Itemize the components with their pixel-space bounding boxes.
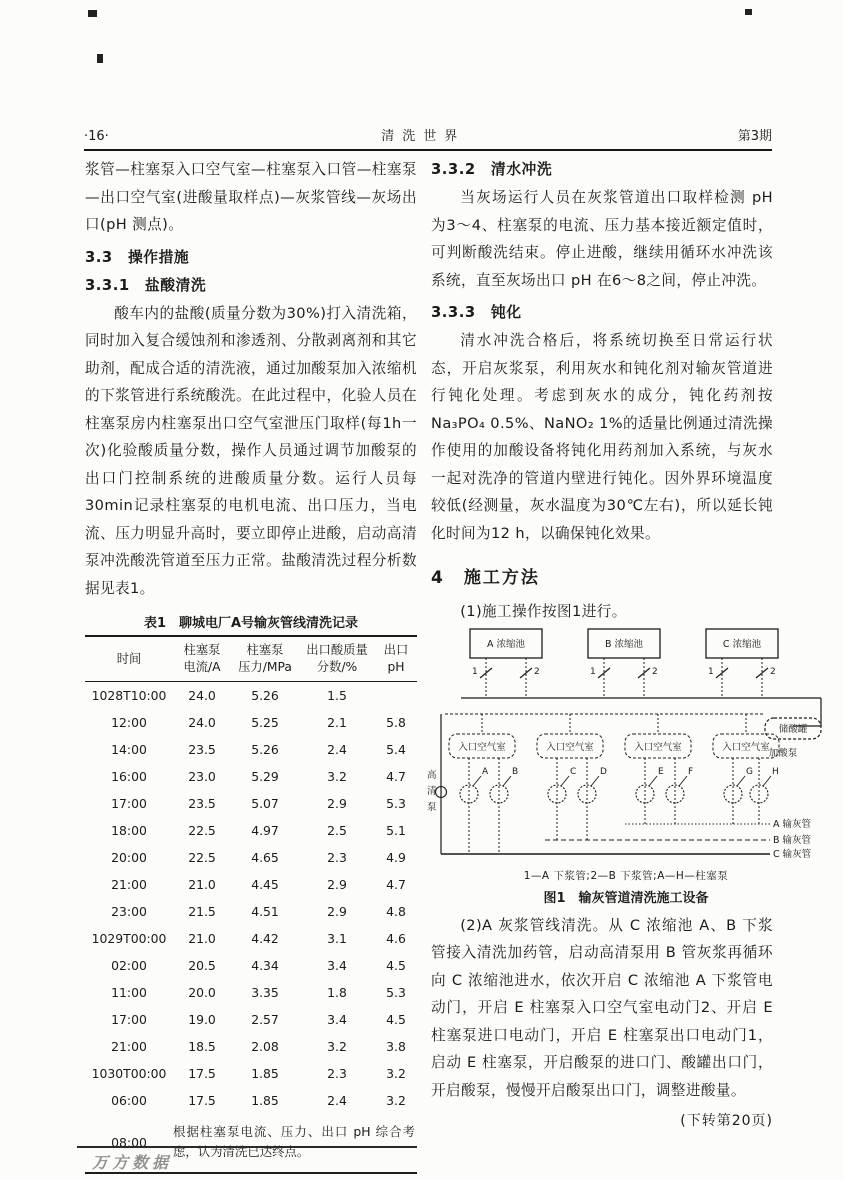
paragraph-3-3-1: 酸车内的盐酸(质量分数为30%)打入清洗箱，同时加入复合缓蚀剂和渗透剂、分散剥离剂和其它助剂，配成合适的清洗液，通过加酸泵加入浓缩机的下浆管进行系统酸洗。在此过程中，化验人员在柱塞泵房内柱塞泵出口空气室泄压门取样(每1h一次)化验酸质量分数，操作人员通过调节加酸泵的出口门控制系统的进酸质量分数。运行人员每30min记录柱塞泵的电机电流、出口压力，当电流、压力明显升高时，要立即停止进酸，启动高清泵冲洗酸洗管道至压力正常。盐酸清洗过程分析数据见表1。 <box>85 304 417 597</box>
table-cell: 18.5 <box>188 1039 216 1054</box>
table-cell: 5.8 <box>386 715 406 730</box>
table-cell: 22.5 <box>188 823 216 838</box>
left-column <box>85 156 417 1174</box>
issue-number: 第3期 <box>737 129 772 144</box>
table-cell: 4.6 <box>386 931 406 946</box>
table-cell: 4.34 <box>251 958 279 973</box>
feed-pump-label: 高 <box>427 769 437 781</box>
table-row <box>85 790 417 817</box>
ash-pipe-c-label: C 输灰管 <box>773 848 812 860</box>
table-cell: 3.2 <box>327 769 347 784</box>
table-row <box>85 925 417 952</box>
valve-1-label: 1 <box>472 666 478 677</box>
table-cell: 5.26 <box>251 742 279 757</box>
table-cell: 21.0 <box>188 877 216 892</box>
table-cell: 2.57 <box>251 1012 279 1027</box>
table-cell: 5.25 <box>251 715 279 730</box>
continuation-note: (下转第20页) <box>680 1113 773 1129</box>
pump-b-label: B <box>512 766 519 777</box>
table-cell: 2.4 <box>327 1093 347 1108</box>
table-cell: 16:00 <box>111 769 147 784</box>
section-heading-3-3-2: 3.3.2 清水冲洗 <box>431 161 553 178</box>
section-heading-3-3-3: 3.3.3 钝化 <box>431 304 522 321</box>
paragraph-3-3-2: 当灰场运行人员在灰浆管道出口取样检测 pH 为3～4、柱塞泵的电流、压力基本接近额定值时，可判断酸洗结束。停止进酸，继续用循环水冲洗该系统，直至灰场出口 pH 在6～8之间，停止冲洗。 <box>431 189 773 289</box>
table-cell: 23.5 <box>188 742 216 757</box>
table-header-cell <box>173 642 231 676</box>
table-cell: 11:00 <box>111 985 147 1000</box>
section-heading-3-3-1: 3.3.1 盐酸清洗 <box>85 276 207 294</box>
table-cell: 21.5 <box>188 904 216 919</box>
col-label: 压力/MPa <box>238 660 292 674</box>
pump-g-label: G <box>746 766 753 777</box>
table-cell: 12:00 <box>111 715 147 730</box>
paragraph-4-2: (2)A 灰浆管线清洗。从 C 浓缩池 A、B 下浆管接入清洗加药管，启动高清泵用 B 管灰浆再循环向 C 浓缩池进水，依次开启 C 浓缩池 A 下浆管电动门，开启 E 柱塞泵入口空气室电动门2、开启 E 柱塞泵进口电动门，开启 E 柱塞泵出口电动门1，启动 E 柱塞泵，开启酸泵的进口门、酸罐出口门，开启酸泵，慢慢开启酸泵出口门，调整进酸量。 <box>431 916 773 1099</box>
table-cell: 20:00 <box>111 850 147 865</box>
table-cell: 17.5 <box>188 1093 216 1108</box>
table-row <box>85 952 417 979</box>
table-header-cell <box>299 642 375 676</box>
figure-1 <box>425 626 827 906</box>
intro-paragraph: 浆管—柱塞泵入口空气室—柱塞泵入口管—柱塞泵—出口空气室(进酸量取样点)—灰浆管线—灰场出口(pH 测点)。 <box>85 161 417 233</box>
table-cell: 4.5 <box>386 958 406 973</box>
table-cell: 24.0 <box>188 715 216 730</box>
table-cell: 4.7 <box>386 877 406 892</box>
valve-1-label: 1 <box>708 666 714 677</box>
air-chamber-label: 入口空气室 <box>546 741 594 753</box>
table-row <box>85 763 417 790</box>
table-header-cell <box>375 642 417 676</box>
table-cell: 2.9 <box>327 796 347 811</box>
pump-d-label: D <box>600 766 607 777</box>
table-row <box>85 736 417 763</box>
table-cell: 4.7 <box>386 769 406 784</box>
air-chamber-label: 入口空气室 <box>634 741 682 753</box>
right-column <box>427 156 812 1130</box>
paragraph-3-3-3: 清水冲洗合格后，将系统切换至日常运行状态，开启灰浆泵，利用灰水和钝化剂对输灰管道进行钝化处理。考虑到灰水的成分，钝化药剂按 Na₃PO₄ 0.5%、NaNO₂ 1%的适量比例通过清洗操作使用的加酸设备将钝化用药剂加入系统，与灰水一起对洗净的管道内壁进行钝化。因外界环境温度较低(经测量，灰水温度为30℃左右)，所以延长钝化时间为12 h，以确保钝化效果。 <box>431 332 773 542</box>
air-chamber-label: 入口空气室 <box>722 741 770 753</box>
wanfang-watermark: 万方数据 <box>92 1153 173 1172</box>
table-cell: 23:00 <box>111 904 147 919</box>
col-label: 柱塞泵 <box>183 643 221 657</box>
table-cell: 20.0 <box>188 985 216 1000</box>
page-header <box>84 116 772 151</box>
air-chamber-label: 入口空气室 <box>458 741 506 753</box>
table-cell: 19.0 <box>188 1012 216 1027</box>
table-cell: 1029T00:00 <box>91 931 167 946</box>
table-row <box>85 1006 417 1033</box>
table-cell: 21.0 <box>188 931 216 946</box>
table-cell: 2.9 <box>327 877 347 892</box>
table-note: 根据柱塞泵电流、压力、出口 pH 综合考虑，认为清洗已达终点。 <box>173 1124 415 1159</box>
figure-caption: 1—A 下浆管;2—B 下浆管;A—H—柱塞泵 <box>523 869 729 882</box>
table-cell: 4.5 <box>386 1012 406 1027</box>
table-cell: 2.5 <box>327 823 347 838</box>
table-cell: 1030T00:00 <box>91 1066 167 1081</box>
table-cell: 17.5 <box>188 1066 216 1081</box>
scan-speck <box>88 10 97 17</box>
table-row <box>85 979 417 1006</box>
table-cell: 2.3 <box>327 850 347 865</box>
table-cell: 21:00 <box>111 877 147 892</box>
table-cell: 2.4 <box>327 742 347 757</box>
table-cell: 4.45 <box>251 877 279 892</box>
table-cell: 3.8 <box>386 1039 406 1054</box>
table-cell: 4.9 <box>386 850 406 865</box>
table-cell: 17:00 <box>111 796 147 811</box>
pump-c-label: C <box>570 766 577 777</box>
feed-pump-label: 清 <box>427 785 437 797</box>
col-label: 出口酸质量 <box>306 643 368 657</box>
table-cell: 02:00 <box>111 958 147 973</box>
table-cell: 23.0 <box>188 769 216 784</box>
footer-rule <box>77 1146 417 1148</box>
table-cell: 2.08 <box>251 1039 279 1054</box>
table-cell: 3.2 <box>386 1093 406 1108</box>
table-cell: 5.3 <box>386 985 406 1000</box>
page-number: ·16· <box>84 129 109 144</box>
ash-pipe-b-label: B 输灰管 <box>773 834 812 846</box>
table-cell: 4.51 <box>251 904 279 919</box>
table-cell: 06:00 <box>111 1093 147 1108</box>
table-cell: 08:00 <box>111 1134 147 1150</box>
table-row <box>85 1060 417 1087</box>
paragraph-4-1: (1)施工操作按图1进行。 <box>460 603 627 620</box>
table-cell: 21:00 <box>111 1039 147 1054</box>
acid-pump-label: 加酸泵 <box>768 747 798 759</box>
table-cell: 4.42 <box>251 931 279 946</box>
table-cell: 2.1 <box>327 715 347 730</box>
col-label: 时间 <box>116 651 142 666</box>
table-row <box>85 682 417 709</box>
table-cell: 1028T10:00 <box>91 688 167 703</box>
table-cell: 18:00 <box>111 823 147 838</box>
table-cell: 3.1 <box>327 931 347 946</box>
table-cell: 5.26 <box>251 688 279 703</box>
thickener-b-label: B 浓缩池 <box>604 638 644 650</box>
table-cell: 14:00 <box>111 742 147 757</box>
section-heading-4: 4 施工方法 <box>431 568 540 588</box>
col-label: 柱塞泵 <box>246 643 284 657</box>
table-row <box>85 1087 417 1114</box>
table-header-cell <box>85 642 173 676</box>
table-cell: 17:00 <box>111 1012 147 1027</box>
table-cell: 1.85 <box>251 1066 279 1081</box>
table-row <box>85 1033 417 1060</box>
table-cell: 23.5 <box>188 796 216 811</box>
table-cell: 2.9 <box>327 904 347 919</box>
table-row <box>85 709 417 736</box>
pump-e-label: E <box>658 766 664 777</box>
col-label: 出口 pH <box>383 643 409 674</box>
scan-speck <box>745 9 752 15</box>
table-cell: 22.5 <box>188 850 216 865</box>
table-cell: 4.65 <box>251 850 279 865</box>
table-cell: 1.5 <box>327 688 347 703</box>
table-cell: 5.07 <box>251 796 279 811</box>
pump-h-label: H <box>772 766 779 777</box>
table-1 <box>85 635 417 1174</box>
col-label: 电流/A <box>183 660 221 674</box>
valve-2-label: 2 <box>534 666 540 677</box>
table-row <box>85 871 417 898</box>
table-cell: 1.8 <box>327 985 347 1000</box>
valve-2-label: 2 <box>770 666 776 677</box>
table-row <box>85 844 417 871</box>
pump-f-label: F <box>688 766 694 777</box>
ash-pipe-a-label: A 输灰管 <box>773 818 812 830</box>
table-cell: 3.2 <box>327 1039 347 1054</box>
table-row <box>85 817 417 844</box>
figure-title: 图1 输灰管道清洗施工设备 <box>543 890 709 906</box>
table-header-row <box>85 637 417 682</box>
acid-tank-label: 储酸罐 <box>778 723 808 735</box>
table-cell: 20.5 <box>188 958 216 973</box>
table-cell: 1.85 <box>251 1093 279 1108</box>
table-cell: 5.3 <box>386 796 406 811</box>
table-title: 表1 聊城电厂A号输灰管线清洗记录 <box>143 616 359 631</box>
table-cell: 3.4 <box>327 958 347 973</box>
table-cell: 2.3 <box>327 1066 347 1081</box>
ash-pipe-cleaning-diagram <box>425 626 827 862</box>
table-cell: 3.35 <box>251 985 279 1000</box>
thickener-c-label: C 浓缩池 <box>722 638 762 650</box>
table-row <box>85 898 417 925</box>
table-rows <box>85 682 417 1114</box>
col-label: 分数/% <box>316 660 358 674</box>
table-header-cell <box>231 642 299 676</box>
thickener-a-label: A 浓缩池 <box>486 638 526 650</box>
section-heading-3-3: 3.3 操作措施 <box>85 248 190 266</box>
feed-pump-label: 泵 <box>427 801 437 813</box>
table-cell: 3.4 <box>327 1012 347 1027</box>
table-cell: 3.2 <box>386 1066 406 1081</box>
table-cell: 5.29 <box>251 769 279 784</box>
pump-a-label: A <box>482 766 489 777</box>
acid-feed-line <box>793 698 821 726</box>
table-cell: 4.8 <box>386 904 406 919</box>
table-cell: 5.1 <box>386 823 406 838</box>
journal-title: 清洗世界 <box>381 129 466 144</box>
valve-1-label: 1 <box>590 666 596 677</box>
table-cell: 4.97 <box>251 823 279 838</box>
valve-2-label: 2 <box>652 666 658 677</box>
scan-speck <box>97 54 103 63</box>
table-cell: 5.4 <box>386 742 406 757</box>
table-cell: 24.0 <box>188 688 216 703</box>
